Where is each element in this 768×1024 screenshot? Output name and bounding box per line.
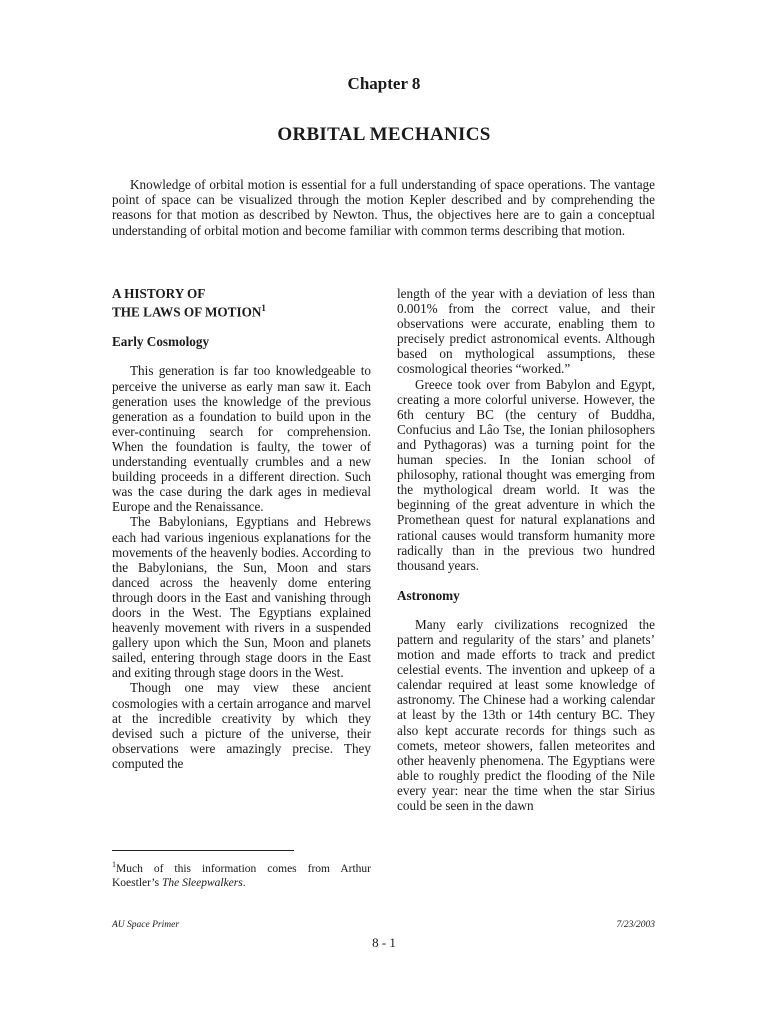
paragraph: Though one may view these ancient cosmologies with a certain arrogance and marvel at the incredible creativity by which they devised such a picture of the universe, their observations were amazingly precise. They computed the	[112, 680, 371, 771]
footer-publication: AU Space Primer	[112, 920, 180, 930]
page-number: 8 - 1	[372, 935, 396, 950]
footnote-marker: 1	[261, 303, 266, 313]
paragraph: length of the year with a deviation of less than 0.001% from the correct value, and their observations were accurate, enabling them to precisely predict astronomical events. Although based on mythological assumptions, these cosmological theories “worked.”	[397, 286, 655, 377]
subheading-astronomy: Astronomy	[397, 587, 460, 603]
footer-date: 7/23/2003	[616, 920, 655, 930]
footnote-book-title: The Sleepwalkers	[161, 876, 243, 889]
paragraph: This generation is far too knowledgeable to perceive the universe as early man saw it. Each generation uses the knowledge of the previous generation as a foundation to build upon in the ever-continuing search for comprehension. When the foundation is faulty, the tower of understanding eventually crumbles and a new building proceeds in a different direction. Such was the case during the dark ages in medieval Europe and the Renaissance.	[112, 363, 371, 515]
subheading-early-cosmology: Early Cosmology	[112, 334, 210, 350]
footnote	[112, 858, 371, 890]
paragraph: Many early civilizations recognized the pattern and regularity of the stars’ and planets’ motion and made efforts to track and predict celestial events. The invention and upkeep of a calendar required at least some knowledge of astronomy. The Chinese had a working calendar at least by the 13th or 14th century BC. They also kept accurate records for things such as comets, meteor showers, fallen meteorites and other heavenly phenomena. The Egyptians were able to roughly predict the flooding of the Nile every year: near the time when the star Sirius could be seen in the dawn	[397, 616, 655, 813]
intro-text: Knowledge of orbital motion is essential for a full understanding of space operations. The vantage point of space can be visualized through the motion Kepler described and by comprehending the reasons for that motion as described by Newton. Thus, the objectives here are to gain a conceptual understanding of orbital motion and become familiar with common terms describing that motion.	[112, 177, 655, 238]
section-heading-text: THE LAWS OF MOTION	[112, 304, 262, 320]
section-heading-line2	[112, 301, 371, 319]
footnote-divider	[112, 850, 294, 851]
left-column	[112, 286, 371, 771]
paragraph: The Babylonians, Egyptians and Hebrews each had various ingenious explanations for the movements of the heavenly bodies. According to the Babylonians, the Sun, Moon and stars danced across the heavenly dome entering through doors in the East and vanishing through doors in the West. The Egyptians explained heavenly movement with rivers in a suspended gallery upon which the Sun, Moon and planets sailed, entering through stage doors in the East and exiting through stage doors in the West.	[112, 514, 371, 681]
footnote-end: .	[242, 876, 246, 889]
section-heading-line1: A HISTORY OF	[112, 286, 206, 301]
right-column	[397, 286, 655, 813]
intro-paragraph	[112, 177, 655, 238]
chapter-label: Chapter 8	[347, 74, 421, 93]
chapter-title: ORBITAL MECHANICS	[277, 124, 491, 145]
paragraph: Greece took over from Babylon and Egypt, creating a more colorful universe. However, the 6th century BC (the century of Buddha, Confucius and Lâo Tse, the Ionian philosophers and Pythagoras) was a turning point for the human species. In the Ionian school of philosophy, rational thought was emerging from the mythological dream world. It was the beginning of the great adventure in which the Promethean quest for natural explanations and rational causes would transform humanity more radically than in the previous two hundred thousand years.	[397, 376, 655, 573]
footnote-number: 1	[112, 860, 116, 869]
footnote-text: Much of this information comes from Arthur Koestler’s	[112, 862, 371, 889]
